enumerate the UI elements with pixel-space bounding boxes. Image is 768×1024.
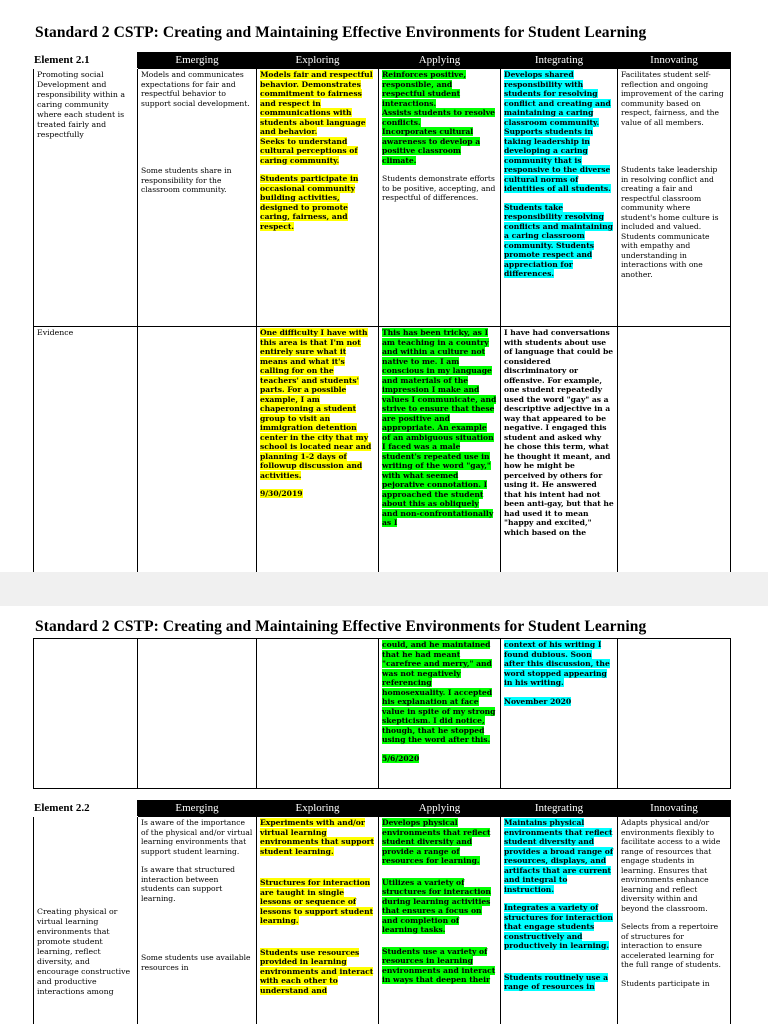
evidence-text: I have had conversations with students about use of language that could be considered discriminatory or offensive. For example, one student repeatedly used the word "gay" as a descriptive adjective in a way that appeared to be negative. I engaged this student and asked why he chose this term, what he thought it meant, and how he might be perceived by others for using it. He answered that his intent had not been anti-gay, but that he had used it to mean "happy and excited," which based on the bbox=[504, 328, 614, 537]
cell-exploring bbox=[257, 817, 379, 1024]
cell-text: Structures for interaction are taught in single lessons or sequence of lessons to support student learning. bbox=[260, 878, 374, 925]
header-row bbox=[34, 801, 731, 817]
row-label: Creating physical or virtual learning environments that promote student learning, reflect diversity, and encourage constructive and productive interactions among bbox=[34, 817, 138, 1024]
cell-applying bbox=[379, 817, 501, 1024]
continuation-table bbox=[33, 638, 731, 789]
evidence-text: One difficulty I have with this area is that I'm not entirely sure what it means and what it's calling for on the teachers' and students' parts. For a possible example, I am chaperoning a student group to visit an immigration detention center in the city that my school is located near and planning 1-2 days of followup discussion and activities. bbox=[260, 328, 372, 480]
cell-text: Students participate in bbox=[621, 978, 710, 988]
header-innovating: Innovating bbox=[618, 53, 731, 69]
cell-text: Is aware of the importance of the physical and/or virtual learning environments that support student learning. bbox=[141, 818, 253, 856]
element-label: Element 2.2 bbox=[34, 801, 138, 817]
cell-emerging bbox=[138, 69, 257, 327]
cell-exploring-evidence bbox=[257, 327, 379, 573]
cell-integrating-evidence bbox=[501, 327, 618, 573]
header-emerging: Emerging bbox=[138, 53, 257, 69]
evidence-date: 5/6/2020 bbox=[382, 753, 420, 763]
header-exploring: Exploring bbox=[257, 53, 379, 69]
cell-integrating bbox=[501, 69, 618, 327]
cell-integrating bbox=[501, 817, 618, 1024]
cell-text: Adapts physical and/or environments flexibly to facilitate access to a wide range of resources that engage students in learning. Ensures that environments enhance learning and reflect diversity within and beyond the classroom. bbox=[621, 818, 721, 913]
cell-exploring bbox=[257, 69, 379, 327]
header-applying: Applying bbox=[379, 53, 501, 69]
cell-innovating bbox=[618, 69, 731, 327]
document-page-2 bbox=[0, 606, 768, 1024]
cell-text: Integrates a variety of structures for interaction that engage students constructively and productively in learning. bbox=[504, 903, 613, 950]
cell-text: Incorporates cultural awareness to develop a positive classroom climate. bbox=[382, 127, 481, 165]
evidence-text: could, and he maintained that he had meant "carefree and merry," and was not negatively referencing homosexuality. I accepted his explanation at face value in spite of my strong skepticism. I did notice, though, that he stopped using the word after this. bbox=[382, 640, 496, 744]
header-row bbox=[34, 53, 731, 69]
cell-emerging-evidence bbox=[138, 327, 257, 573]
cell-text: Facilitates student self-reflection and ongoing improvement of the caring community based on respect, fairness, and the value of all members. bbox=[621, 70, 724, 127]
cell-text: Maintains physical environments that reflect student diversity and provides a broad range of resources, displays, and artifacts that are current and integral to instruction. bbox=[504, 818, 614, 894]
cell-text: Students use a variety of resources in learning environments and interact in ways that deepen their bbox=[382, 946, 496, 984]
cell-text: Develops shared responsibility with students for resolving conflict and creating and maintaining a caring classroom community. bbox=[504, 70, 611, 127]
cell-applying-continued bbox=[379, 639, 501, 789]
cell-label-continued bbox=[34, 639, 138, 789]
cell-innovating-continued bbox=[618, 639, 731, 789]
cell-text: Selects from a repertoire of structures for interaction to ensure accelerated learning for the full range of students. bbox=[621, 922, 721, 969]
table-row bbox=[34, 69, 731, 327]
header-exploring: Exploring bbox=[257, 801, 379, 817]
evidence-text: This has been tricky, as I am teaching in a country and within a culture not native to me. I am conscious in my language and materials of the impression I make and values I communicate, and strive to ensure that these are positive and appropriate. An example of an ambiguous situation I faced was a male student's repeated use in writing of the word "gay," with what seemed pejorative connotation. I approached the student about this as obliquely and non-confrontationally as I bbox=[382, 328, 497, 527]
cell-text: Models fair and respectful behavior. Demonstrates commitment to fairness and respect in communications with students about language and behavior. bbox=[260, 70, 373, 136]
element-2-2-table bbox=[33, 800, 731, 1024]
cell-text: Is aware that structured interaction between students can support learning. bbox=[141, 865, 235, 903]
standard-title: Standard 2 CSTP: Creating and Maintaining Effective Environments for Student Learning bbox=[35, 24, 647, 41]
evidence-date: 9/30/2019 bbox=[260, 489, 303, 498]
table-row bbox=[34, 639, 731, 789]
cell-integrating-continued bbox=[501, 639, 618, 789]
header-integrating: Integrating bbox=[501, 53, 618, 69]
cell-text: Seeks to understand cultural perceptions of caring community. bbox=[260, 136, 358, 165]
cell-text: Students routinely use a range of resources in bbox=[504, 972, 609, 991]
cell-text: Students participate in occasional community building activities, designed to promote caring, fairness, and respect. bbox=[260, 174, 359, 231]
cell-innovating bbox=[618, 817, 731, 1024]
evidence-text: context of his writing I found dubious. Soon after this discussion, the word stopped appearing in his writing. bbox=[504, 640, 610, 687]
evidence-date: November 2020 bbox=[504, 696, 572, 706]
cell-text: Experiments with and/or virtual learning environments that support student learning. bbox=[260, 818, 375, 856]
table-row bbox=[34, 327, 731, 573]
table-row bbox=[34, 817, 731, 1024]
evidence-label: Evidence bbox=[34, 327, 138, 573]
header-integrating: Integrating bbox=[501, 801, 618, 817]
cell-text: Reinforces positive, responsible, and respectful student interactions. bbox=[382, 70, 467, 108]
standard-title: Standard 2 CSTP: Creating and Maintaining Effective Environments for Student Learning bbox=[35, 618, 647, 635]
cell-emerging-continued bbox=[138, 639, 257, 789]
cell-text: Students demonstrate efforts to be positive, accepting, and respectful of differences. bbox=[382, 174, 496, 202]
element-label: Element 2.1 bbox=[34, 53, 138, 69]
cell-text: Students use resources provided in learning environments and interact with each other to understand and bbox=[260, 947, 374, 995]
cell-text: Some students share in responsibility for the classroom community. bbox=[141, 166, 232, 194]
cell-text: Students take responsibility resolving conflicts and maintaining a caring classroom community. Students promote respect and appreciation for differences. bbox=[504, 202, 613, 278]
cell-exploring-continued bbox=[257, 639, 379, 789]
cell-text: Models and communicates expectations for fair and respectful behavior to support social development. bbox=[141, 70, 250, 108]
header-applying: Applying bbox=[379, 801, 501, 817]
cell-applying bbox=[379, 69, 501, 327]
cell-emerging bbox=[138, 817, 257, 1024]
cell-text: Some students use available resources in bbox=[141, 953, 251, 972]
cell-text: Supports students in taking leadership in developing a caring community that is responsive to the diverse cultural norms of identities of all students. bbox=[504, 127, 611, 193]
cell-applying-evidence bbox=[379, 327, 501, 573]
cell-text: Assists students to resolve conflicts. bbox=[382, 108, 495, 127]
cell-text: Develops physical environments that reflect student diversity and provide a range of resources for learning. bbox=[382, 818, 491, 865]
header-innovating: Innovating bbox=[618, 801, 731, 817]
cell-text: Utilizes a variety of structures for interaction during learning activities that ensures a focus on and completion of learning tasks. bbox=[382, 877, 491, 934]
cell-text: Students take leadership in resolving conflict and creating a fair and respectful classroom community where student's home culture is included and valued. Students communicate with empathy and understanding in interactions with one another. bbox=[621, 165, 719, 279]
row-label: Promoting social Development and responsibility within a caring community where each student is treated fairly and respectfully bbox=[34, 69, 138, 327]
header-emerging: Emerging bbox=[138, 801, 257, 817]
element-2-1-table bbox=[33, 52, 731, 572]
cell-innovating-evidence bbox=[618, 327, 731, 573]
